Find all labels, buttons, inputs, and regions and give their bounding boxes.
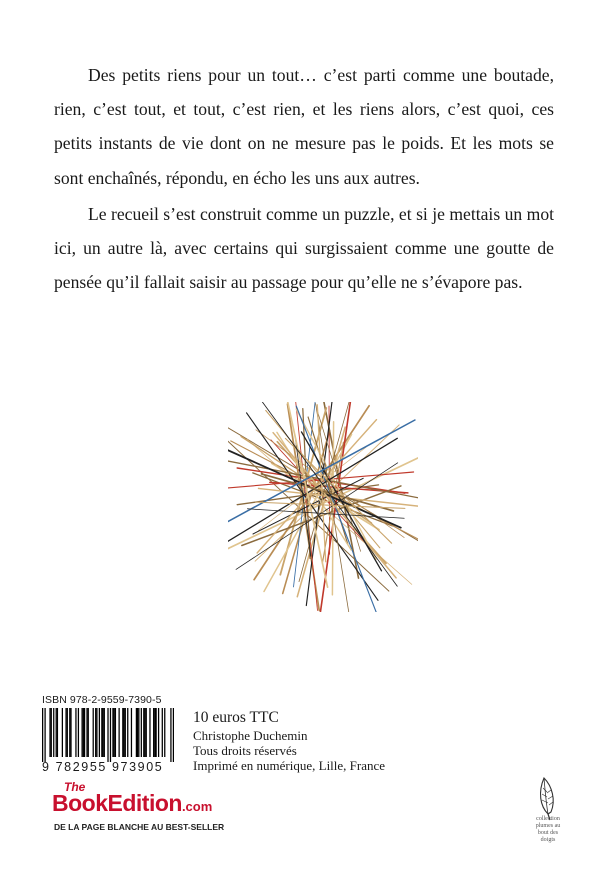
barcode-bar bbox=[138, 708, 139, 757]
barcode-bar bbox=[164, 708, 165, 757]
bookedition-logo bbox=[52, 776, 252, 836]
ean-digits: 9 782955 973905 bbox=[42, 760, 164, 774]
rights-text: Tous droits réservés bbox=[193, 743, 297, 758]
barcode-bar bbox=[118, 708, 119, 757]
barcode-bar bbox=[144, 708, 145, 757]
mikado-stick bbox=[228, 428, 418, 550]
barcode-bar bbox=[42, 708, 43, 762]
barcode-bar bbox=[67, 708, 68, 757]
barcode-bar bbox=[83, 708, 84, 757]
barcode-bar bbox=[114, 708, 115, 757]
barcode-bar bbox=[102, 708, 103, 757]
back-cover-blurb bbox=[54, 58, 554, 301]
collection-line: plumes au bbox=[535, 823, 561, 829]
barcode-bar bbox=[115, 708, 116, 757]
barcode-bar bbox=[107, 708, 108, 762]
imprint-block bbox=[193, 708, 453, 773]
barcode-bar bbox=[65, 708, 66, 757]
barcode-bar bbox=[143, 708, 144, 757]
barcode-bar bbox=[162, 708, 163, 757]
logo-the: The bbox=[64, 780, 86, 794]
logo-wordmark bbox=[52, 790, 212, 817]
barcode-bar bbox=[136, 708, 137, 757]
barcode-bar bbox=[110, 708, 111, 762]
barcode-bar bbox=[146, 708, 147, 757]
barcode-bar bbox=[53, 708, 54, 757]
collection-line: collection bbox=[536, 816, 560, 822]
blurb-paragraph-1: Des petits riens pour un tout… c’est parti comme une boutade, rien, c’est tout, et tout, c’est rien, et les riens alors, c’est quoi, ces petits instants de vie dont on ne mesure pas le poids. Et les mots se sont enchaînés, répondu, en écho les uns aux autres. bbox=[54, 65, 554, 188]
barcode-bar bbox=[154, 708, 155, 757]
barcode-bar bbox=[78, 708, 79, 757]
logo-brand: BookEdition bbox=[52, 790, 182, 816]
mikado-sticks-icon bbox=[228, 402, 418, 612]
blurb-paragraph-2: Le recueil s’est construit comme un puzzle, et si je mettais un mot ici, un autre là, avec certains qui surgissaient comme une goutte de pensée qu’il fallait saisir au passage pour qu’elle ne s’évapore pas. bbox=[54, 203, 554, 293]
barcode-bar bbox=[56, 708, 57, 757]
barcode-block bbox=[42, 694, 190, 774]
barcode-bar bbox=[158, 708, 159, 757]
barcode-bar bbox=[51, 708, 52, 757]
barcode-bar bbox=[125, 708, 126, 757]
barcode-bar bbox=[104, 708, 105, 757]
barcode-bar bbox=[99, 708, 100, 757]
barcode-bar bbox=[84, 708, 85, 757]
barcode-bar bbox=[57, 708, 58, 757]
barcode-bar bbox=[153, 708, 154, 757]
barcode-bar bbox=[75, 708, 76, 757]
price-label: 10 euros TTC bbox=[193, 709, 279, 726]
barcode-bar bbox=[101, 708, 102, 757]
barcode-bar bbox=[81, 708, 82, 757]
barcode-bar bbox=[49, 708, 50, 757]
barcode-bar bbox=[137, 708, 138, 757]
barcode-bar bbox=[122, 708, 123, 757]
collection-line: bout des bbox=[537, 830, 559, 836]
barcode-bar bbox=[170, 708, 171, 762]
barcode-bar bbox=[131, 708, 132, 757]
barcode-bar bbox=[88, 708, 89, 757]
logo-tagline: DE LA PAGE BLANCHE AU BEST-SELLER bbox=[54, 822, 225, 832]
barcode-bar bbox=[86, 708, 87, 757]
barcode-bar bbox=[44, 708, 45, 762]
barcode-bars bbox=[42, 708, 174, 762]
barcode-bar bbox=[69, 708, 70, 757]
author-name: Christophe Duchemin bbox=[193, 728, 308, 743]
isbn-label: ISBN 978-2-9559-7390-5 bbox=[42, 694, 162, 706]
barcode-bar bbox=[93, 708, 94, 757]
collection-label bbox=[520, 816, 576, 844]
barcode-bar bbox=[112, 708, 113, 757]
logo-domain: .com bbox=[181, 799, 213, 814]
barcode-bar bbox=[141, 708, 142, 757]
barcode-bar bbox=[127, 708, 128, 757]
barcode-bar bbox=[62, 708, 63, 757]
printed-text: Imprimé en numérique, Lille, France bbox=[193, 758, 386, 773]
barcode-bar bbox=[95, 708, 96, 757]
barcode-bar bbox=[156, 708, 157, 757]
barcode-bar bbox=[70, 708, 71, 757]
collection-line: doigts bbox=[540, 837, 556, 843]
barcode-bar bbox=[149, 708, 150, 757]
barcode-bar bbox=[123, 708, 124, 757]
barcode-bar bbox=[173, 708, 174, 762]
barcode-bar bbox=[96, 708, 97, 757]
